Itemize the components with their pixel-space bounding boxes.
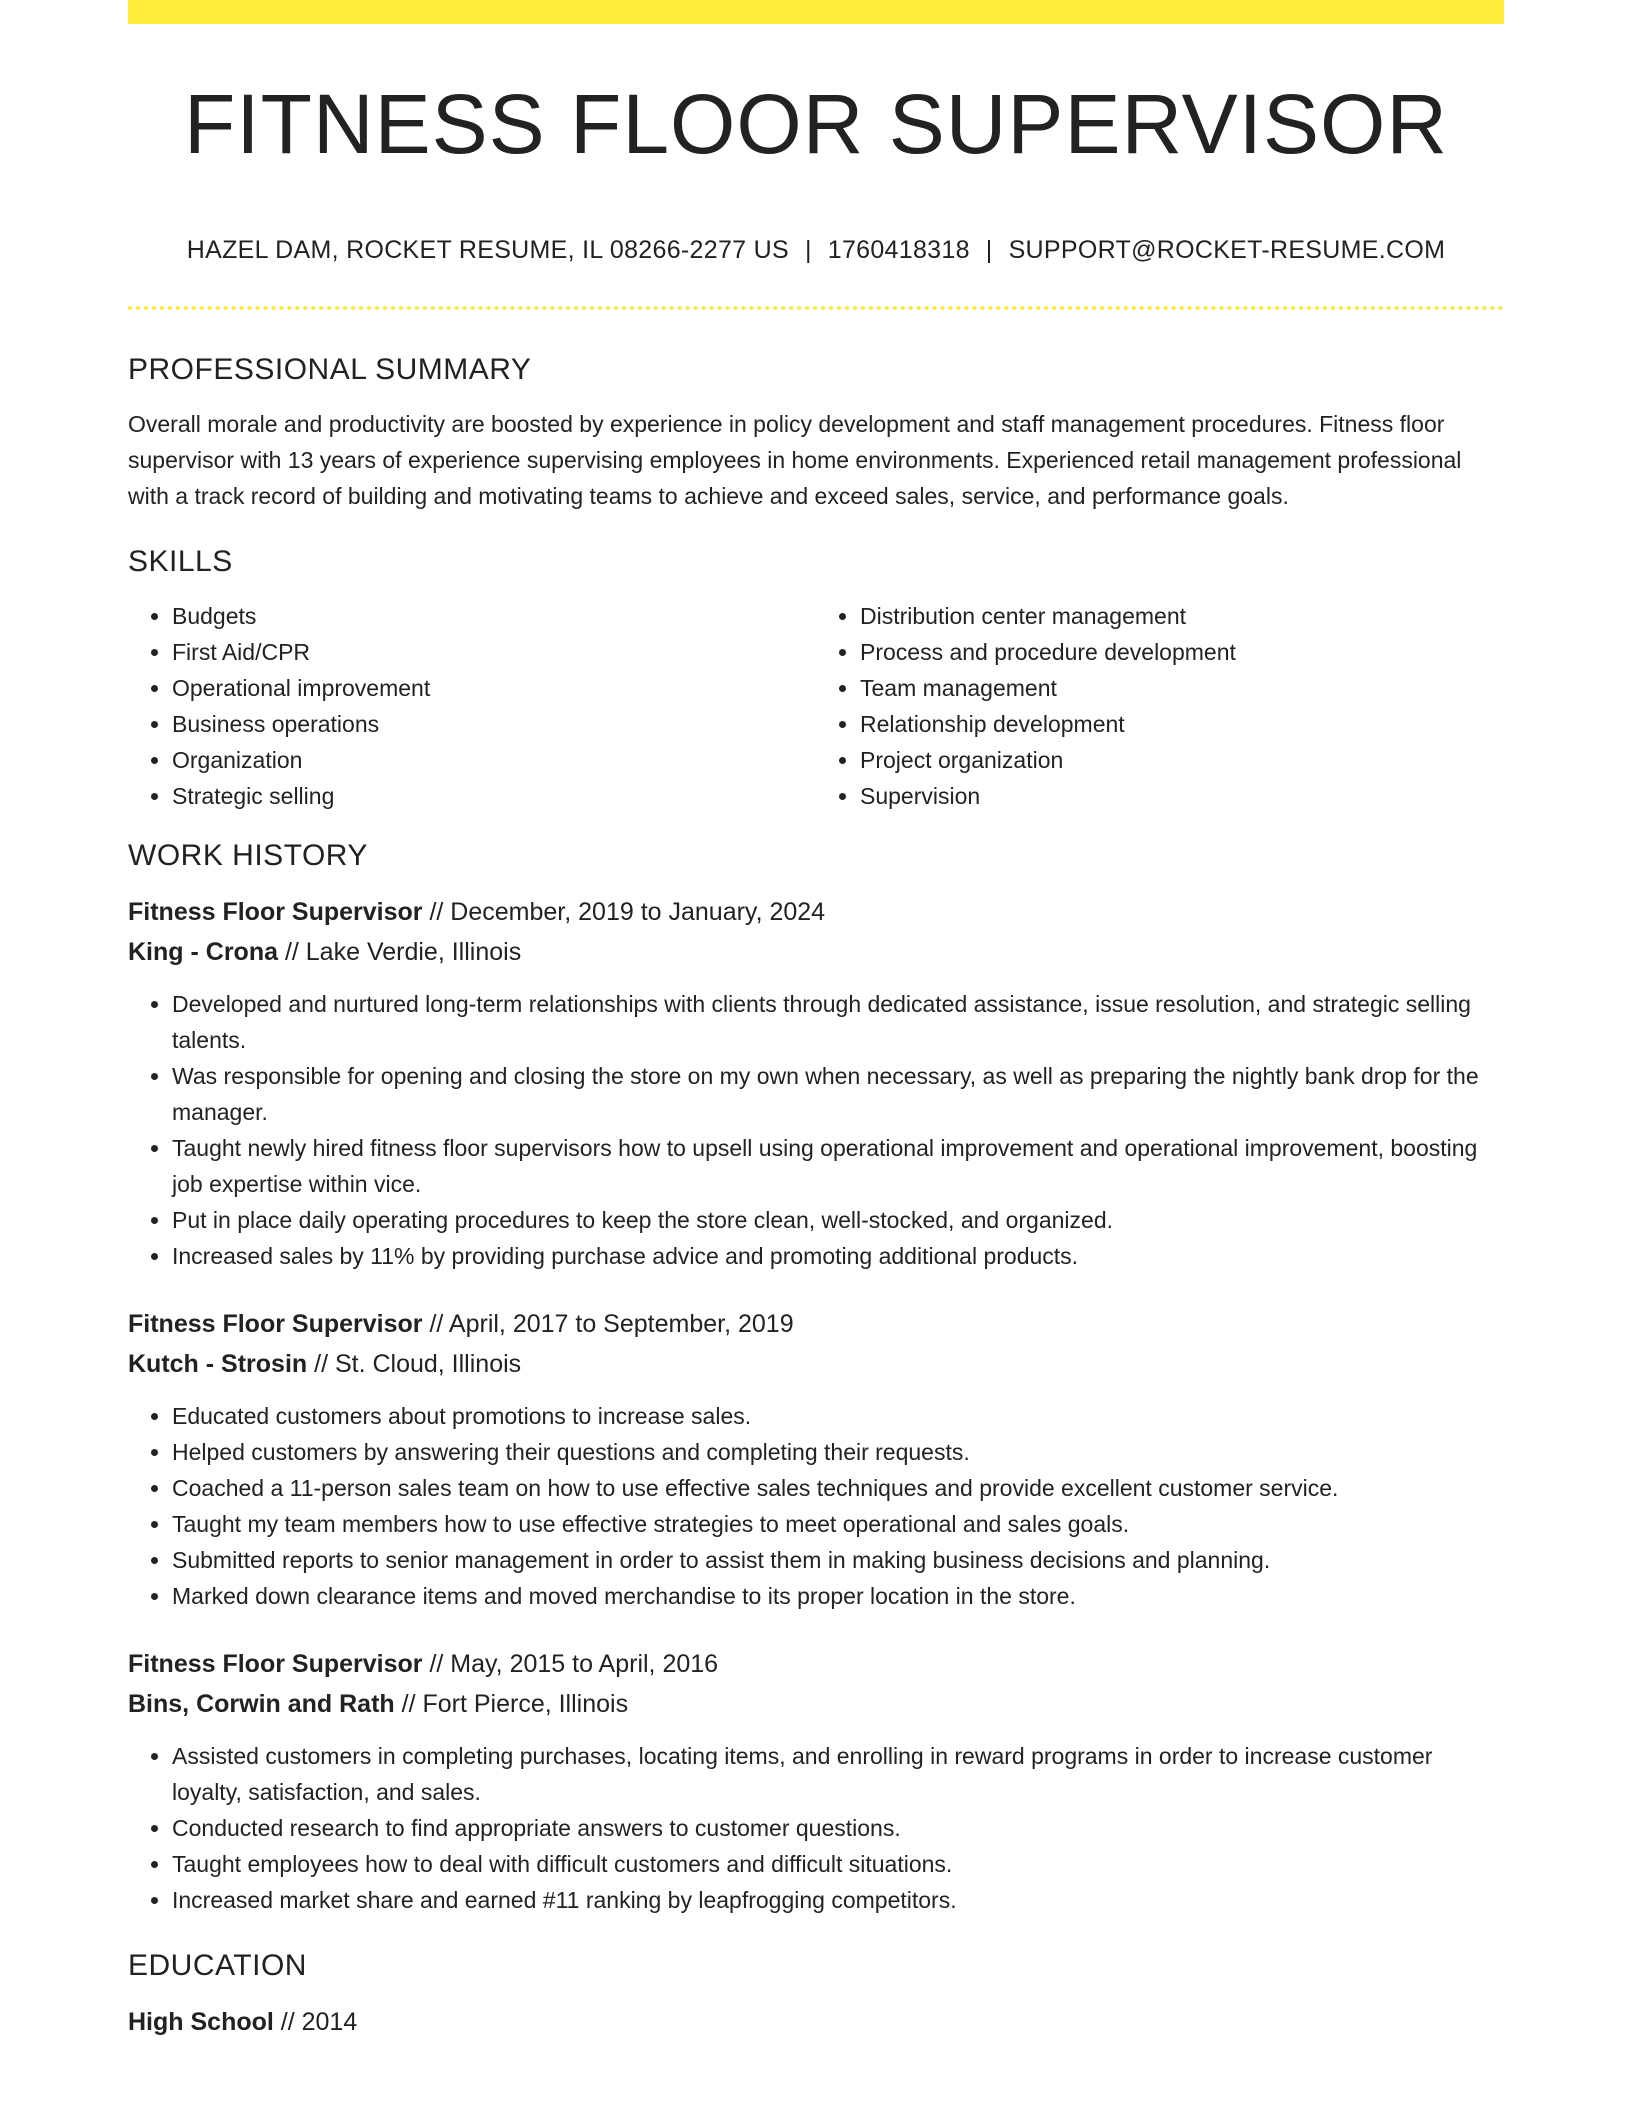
job-entry xyxy=(128,892,1504,1274)
skill-item: • Supervision xyxy=(860,778,1504,814)
job-title: Fitness Floor Supervisor xyxy=(128,1650,423,1678)
contact-address: HAZEL DAM, ROCKET RESUME, IL 08266-2277 US xyxy=(186,236,789,264)
job-dates: // May, 2015 to April, 2016 xyxy=(422,1650,719,1678)
skill-item: • Project organization xyxy=(860,742,1504,778)
job-company: Kutch - Strosin xyxy=(128,1350,308,1378)
job-company-line xyxy=(128,1684,1504,1724)
accent-bar xyxy=(128,0,1504,24)
job-bullet: • Educated customers about promotions to increase sales. xyxy=(172,1398,1504,1434)
skill-item: • Budgets xyxy=(172,598,816,634)
job-bullet: • Conducted research to find appropriate answers to customer questions. xyxy=(172,1810,1504,1846)
page-title: FITNESS FLOOR SUPERVISOR xyxy=(183,77,1449,171)
job-bullet: • Helped customers by answering their questions and completing their requests. xyxy=(172,1434,1504,1470)
job-dates: // December, 2019 to January, 2024 xyxy=(422,898,826,926)
job-company-line xyxy=(128,932,1504,972)
job-entry xyxy=(128,1644,1504,1918)
contact-separator: | xyxy=(985,236,993,264)
dotted-divider xyxy=(128,306,1504,310)
contact-separator: | xyxy=(804,236,812,264)
skill-item: • Business operations xyxy=(172,706,816,742)
skills-column-left xyxy=(128,598,816,814)
job-bullets xyxy=(128,1738,1504,1918)
job-bullet: • Marked down clearance items and moved merchandise to its proper location in the store. xyxy=(172,1578,1504,1614)
job-bullet: • Put in place daily operating procedures to keep the store clean, well-stocked, and organized. xyxy=(172,1202,1504,1238)
job-title: Fitness Floor Supervisor xyxy=(128,1310,423,1338)
job-location: // St. Cloud, Illinois xyxy=(307,1350,522,1378)
skill-item: • Relationship development xyxy=(860,706,1504,742)
job-entry xyxy=(128,1304,1504,1614)
job-bullet: • Increased sales by 11% by providing purchase advice and promoting additional products. xyxy=(172,1238,1504,1274)
education-heading: EDUCATION xyxy=(128,1949,307,1982)
skills-heading: SKILLS xyxy=(128,545,233,578)
summary-text: Overall morale and productivity are boosted by experience in policy development and staff management procedures. Fitness floor supervisor with 13 years of experience supervising employees in home environments. Experienced retail management professional with a track record of building and motivating teams to achieve and exceed sales, service, and performance goals. xyxy=(128,411,1462,509)
job-title-line xyxy=(128,1644,1504,1684)
job-bullet: • Taught employees how to deal with difficult customers and difficult situations. xyxy=(172,1846,1504,1882)
contact-phone: 1760418318 xyxy=(827,236,970,264)
skill-item: • Organization xyxy=(172,742,816,778)
summary-heading: PROFESSIONAL SUMMARY xyxy=(128,353,532,386)
job-title: Fitness Floor Supervisor xyxy=(128,898,423,926)
skill-item: • Process and procedure development xyxy=(860,634,1504,670)
job-bullet: • Coached a 11-person sales team on how to use effective sales techniques and provide excellent customer service. xyxy=(172,1470,1504,1506)
skills-list xyxy=(128,598,1504,814)
job-bullets xyxy=(128,986,1504,1274)
job-title-line xyxy=(128,1304,1504,1344)
job-title-line xyxy=(128,892,1504,932)
skill-item: • Operational improvement xyxy=(172,670,816,706)
skill-item: • Distribution center management xyxy=(860,598,1504,634)
job-bullet: • Assisted customers in completing purchases, locating items, and enrolling in reward programs in order to increase customer loyalty, satisfaction, and sales. xyxy=(172,1738,1504,1810)
resume-page xyxy=(128,0,1504,2036)
job-bullet: • Submitted reports to senior management in order to assist them in making business decisions and planning. xyxy=(172,1542,1504,1578)
education-entry xyxy=(128,2002,1504,2042)
job-bullet: • Taught newly hired fitness floor supervisors how to upsell using operational improvement and operational improvement, boosting job expertise within vice. xyxy=(172,1130,1504,1202)
resume-content xyxy=(128,352,1504,2042)
education-degree: High School xyxy=(128,2008,274,2036)
job-location: // Lake Verdie, Illinois xyxy=(278,938,522,966)
job-bullets xyxy=(128,1398,1504,1614)
job-bullet: • Increased market share and earned #11 ranking by leapfrogging competitors. xyxy=(172,1882,1504,1918)
job-bullet: • Taught my team members how to use effective strategies to meet operational and sales goals. xyxy=(172,1506,1504,1542)
skill-item: • First Aid/CPR xyxy=(172,634,816,670)
job-company: King - Crona xyxy=(128,938,278,966)
job-bullet: • Was responsible for opening and closing the store on my own when necessary, as well as preparing the nightly bank drop for the manager. xyxy=(172,1058,1504,1130)
job-company: Bins, Corwin and Rath xyxy=(128,1690,395,1718)
job-bullet: • Developed and nurtured long-term relationships with clients through dedicated assistance, issue resolution, and strategic selling talents. xyxy=(172,986,1504,1058)
contact-line xyxy=(128,236,1504,265)
job-dates: // April, 2017 to September, 2019 xyxy=(422,1310,794,1338)
skill-item: • Strategic selling xyxy=(172,778,816,814)
education-year: // 2014 xyxy=(273,2008,358,2036)
skills-column-right xyxy=(816,598,1504,814)
skill-item: • Team management xyxy=(860,670,1504,706)
job-company-line xyxy=(128,1344,1504,1384)
job-location: // Fort Pierce, Illinois xyxy=(394,1690,629,1718)
work-history-heading: WORK HISTORY xyxy=(128,839,368,872)
contact-email: SUPPORT@ROCKET-RESUME.COM xyxy=(1008,236,1446,264)
